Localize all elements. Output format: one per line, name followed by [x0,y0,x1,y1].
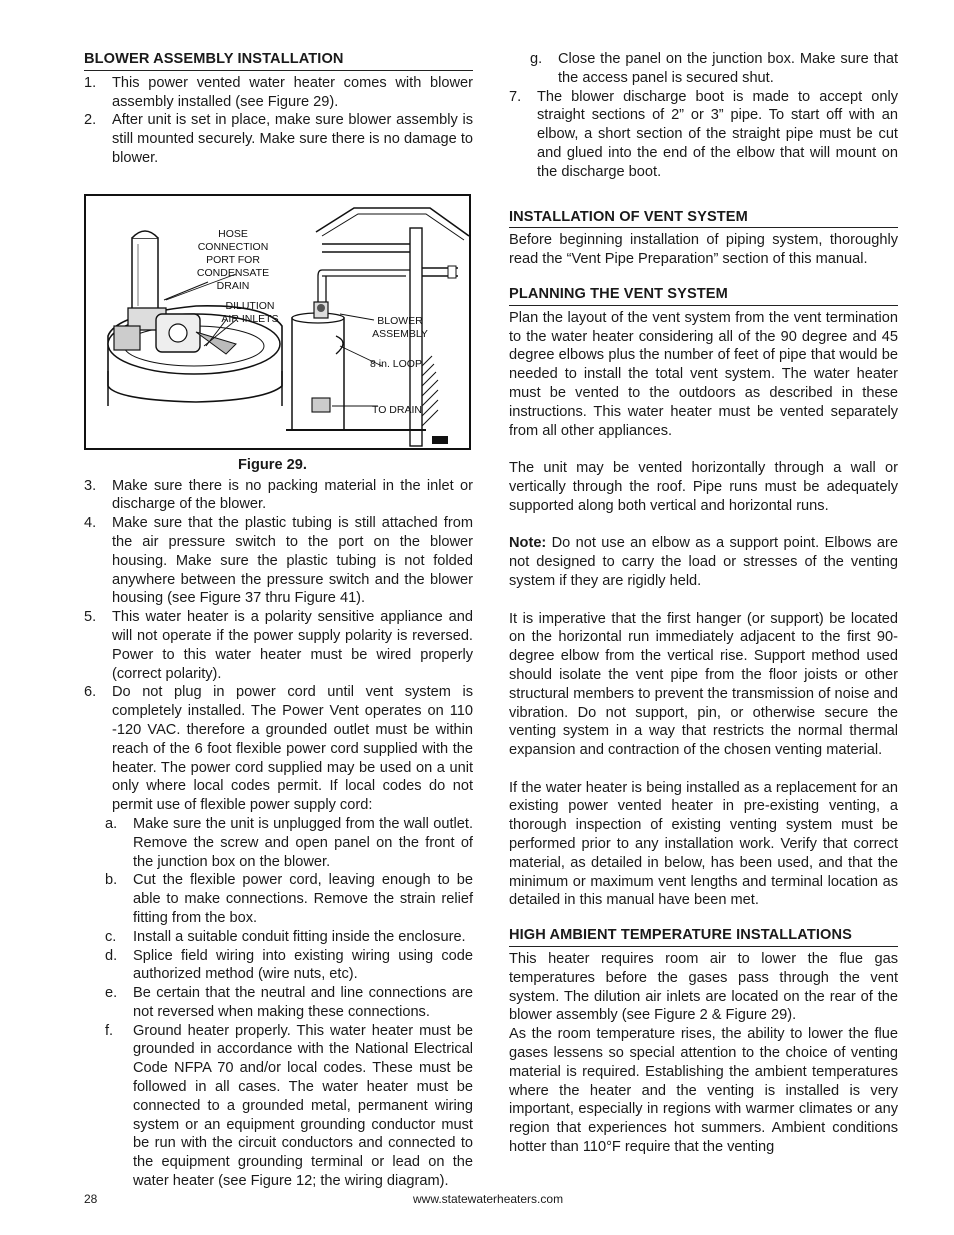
right-column [509,50,898,1157]
paragraph: The unit may be vented horizontally through a wall or vertically through the roof. Pipe runs must be adequately supported along both vertical and horizontal runs. [509,460,898,514]
list-item: 2. After unit is set in place, make sure blower assembly is still mounted securely. Make sure there is no damage to blower. [84,112,473,166]
footer-url: www.statewaterheaters.com [413,1192,564,1206]
list-item: 4. Make sure that the plastic tubing is still attached from the air pressure switch to the port on the blower housing. Make sure the plastic tubing is not folded anywhere between the pressure switch and the blower housing (see Figure 37 thru Figure 41). [84,515,473,607]
list-item: 3. Make sure there is no packing material in the inlet or discharge of the blower. [84,477,473,513]
section-heading-high-ambient: HIGH AMBIENT TEMPERATURE INSTALLATIONS [509,926,898,947]
label-8in-loop: 8 in. LOOP [370,357,422,370]
list-item: 5. This water heater is a polarity sensitive appliance and will not operate if the power supply polarity is reversed. Power to this water heater must be wired properly (correct polarity). [84,609,473,682]
label-dilution-inlets: DILUTION AIR INLETS [221,299,279,325]
paragraph: If the water heater is being installed as a replacement for an existing power vented heater in pre-existing venting, a thorough inspection of existing venting system must be performed prior to any installation work. Verify that correct material, as detailed in below, has been used, and that the minimum or maximum vent lengths and terminal location as detailed in this manual have been met. [509,779,898,909]
label-hose-port: HOSE CONNECTION PORT FOR CONDENSATE DRAIN [196,227,270,292]
section-heading-blower: BLOWER ASSEMBLY INSTALLATION [84,50,473,71]
paragraph: Plan the layout of the vent system from the vent termination to the water heater considering all of the 90 degree and 45 degree elbows plus the number of feet of pipe that would be needed to install the total vent system. The water heater must be vented to the outdoors as described in these instructions. This water heater must be vented separately from all other appliances. [509,309,898,439]
list-item: 1. This power vented water heater comes with blower assembly installed (see Figure 29). [84,74,473,110]
paragraph: Before beginning installation of piping system, thoroughly read the “Vent Pipe Preparation” section of this manual. [509,232,898,268]
list-item: 7. The blower discharge boot is made to accept only straight sections of 2” or 3” pipe. To start off with an elbow, a short section of the straight pipe must be cut and glued into the end of the elbow that will mount on the discharge boot. [509,88,898,180]
paragraph: This heater requires room air to lower the flue gas temperatures before the gases pass through the vent system. The dilution air inlets are located on the rear of the blower assembly (see Figure 2 & Figure 29). [509,951,898,1024]
page-number: 28 [84,1192,98,1206]
section-heading-planning: PLANNING THE VENT SYSTEM [509,285,898,306]
note-label: Note: [509,535,547,552]
sub-list-item: e. Be certain that the neutral and line connections are not reversed when making these connections. [105,985,473,1020]
left-column [84,50,473,1191]
label-to-drain: TO DRAIN [372,403,422,416]
section-heading-vent-install: INSTALLATION OF VENT SYSTEM [509,208,898,229]
sub-list-item: b. Cut the flexible power cord, leaving enough to be able to make connections. Remove the strain relief fitting from the box. [105,872,473,926]
note-paragraph: Note: Do not use an elbow as a support point. Elbows are not designed to carry the load or stresses of the venting system if they are rigidly held. [509,535,898,589]
sub-list-item: g. Close the panel on the junction box. Make sure that the access panel is secured shut. [530,51,898,86]
list-item: 6. Do not plug in power cord until vent system is completely installed. The Power Vent operates on 110 -120 VAC. therefore a grounded outlet must be within reach of the 6 foot flexible power cord supplied with the heater. The power cord supplied may be used on a unit only where local codes permit. If local codes do not permit use of flexible power supply cord: [84,684,473,814]
figure-caption: Figure 29. [238,456,307,473]
sub-list-item: c. Install a suitable conduit fitting inside the enclosure. [105,928,466,945]
sub-list-item: a. Make sure the unit is unplugged from the wall outlet. Remove the screw and open panel on the front of the junction box on the blower. [105,815,473,870]
sub-list-item: d. Splice field wiring into existing wiring using code authorized method (wire nuts, etc). [105,947,473,983]
paragraph: As the room temperature rises, the ability to lower the flue gases lessens so special attention to the choice of venting material is required. Establishing the ambient temperatures where the heater and the venting is installed is very important, especially in regions with warmer climates or any region that experiences hot summers. Ambient conditions hotter than 110°F require that the venting [509,1026,898,1156]
figure-29-blower-diagram [84,194,471,450]
paragraph: It is imperative that the first hanger (or support) be located on the horizontal run immediately adjacent to the first 90-degree elbow from the vertical rise. Support method used should isolate the vent pipe from the floor joists or other structural members to prevent the transmission of noise and vibration. Do not support, pin, or otherwise secure the venting system in a way that restricts the normal thermal expansion and contraction of the chosen venting material. [509,610,898,759]
label-blower-assembly: BLOWER ASSEMBLY [372,314,428,340]
sub-list-item: f. Ground heater properly. This water heater must be grounded in accordance with the National Electrical Code NFPA 70 and/or local codes. These must be followed in all cases. The water heater must be connected to a grounded metal, permanent wiring system or an equipment grounding conductor must be run with the circuit conductors and connected to the equipment grounding terminal or lead on the water heater (see Figure 12; the wiring diagram). [105,1022,473,1190]
